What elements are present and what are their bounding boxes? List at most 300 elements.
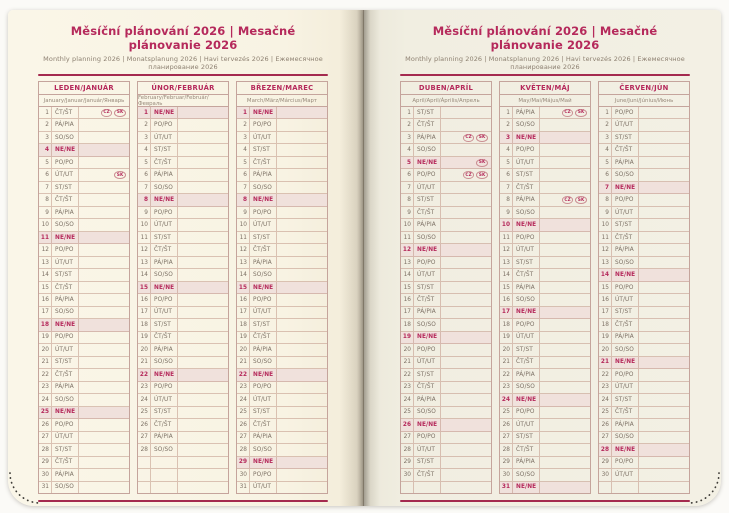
- day-abbr: ÚT/UT: [250, 219, 277, 230]
- day-row: [39, 369, 129, 381]
- day-row: [500, 107, 590, 119]
- day-number: 29: [237, 457, 250, 468]
- day-row: [500, 132, 590, 144]
- day-abbr: NE/NE: [414, 244, 441, 255]
- day-abbr: ST/ST: [612, 132, 639, 143]
- day-number: 12: [39, 244, 52, 255]
- holiday-badge-sk: SK: [575, 109, 587, 117]
- holiday-badge-cz: CZ: [101, 109, 113, 117]
- month-subtitle: January/Januar/Január/Январь: [39, 95, 129, 107]
- day-abbr: NE/NE: [513, 307, 540, 318]
- day-abbr: NE/NE: [250, 369, 277, 380]
- day-number: 30: [39, 469, 52, 480]
- day-number: 27: [599, 432, 612, 443]
- day-abbr: PO/PO: [52, 419, 79, 430]
- day-abbr: PÁ/PIA: [151, 257, 178, 268]
- holiday-badge-sk: SK: [476, 159, 488, 167]
- day-notes: [441, 132, 491, 143]
- day-number: 11: [237, 232, 250, 243]
- day-number: 25: [237, 407, 250, 418]
- day-abbr: PÁ/PIA: [250, 257, 277, 268]
- day-notes: [178, 219, 228, 230]
- header-rule: [400, 74, 690, 76]
- day-abbr: SO/SO: [513, 294, 540, 305]
- day-notes: [277, 119, 327, 130]
- day-number: 31: [237, 482, 250, 493]
- day-abbr: PÁ/PIA: [52, 469, 79, 480]
- day-abbr: ÚT/UT: [612, 119, 639, 130]
- day-abbr: PÁ/PIA: [52, 294, 79, 305]
- day-row: [401, 107, 491, 119]
- day-number: 3: [401, 132, 414, 143]
- day-notes: [540, 407, 590, 418]
- day-number: 15: [138, 282, 151, 293]
- day-number: 14: [500, 269, 513, 280]
- day-notes: [178, 357, 228, 368]
- day-abbr: PO/PO: [612, 282, 639, 293]
- day-abbr: ÚT/UT: [612, 294, 639, 305]
- day-number: 28: [138, 444, 151, 455]
- day-number: 17: [39, 307, 52, 318]
- day-row: [401, 444, 491, 456]
- day-abbr: ČT/ŠT: [513, 182, 540, 193]
- day-abbr: PO/PO: [250, 207, 277, 218]
- month-body: [401, 107, 491, 493]
- day-row: [599, 394, 689, 406]
- day-notes: [277, 157, 327, 168]
- day-abbr: SO/SO: [250, 182, 277, 193]
- day-row: [39, 244, 129, 256]
- day-row: [401, 344, 491, 356]
- day-row: [500, 169, 590, 181]
- day-number: 5: [500, 157, 513, 168]
- day-number: 5: [237, 157, 250, 168]
- day-abbr: ST/ST: [250, 407, 277, 418]
- day-notes: [441, 444, 491, 455]
- day-notes: [639, 319, 689, 330]
- day-abbr: SO/SO: [52, 482, 79, 493]
- day-notes: [441, 344, 491, 355]
- day-number: 29: [500, 457, 513, 468]
- day-row: [237, 207, 327, 219]
- day-abbr: ČT/ŠT: [414, 469, 441, 480]
- day-number: 24: [237, 394, 250, 405]
- day-notes: [79, 432, 129, 443]
- footer-rule-left: [38, 500, 328, 502]
- day-abbr: ÚT/UT: [250, 307, 277, 318]
- day-number: 19: [500, 332, 513, 343]
- day-abbr: ČT/ŠT: [52, 369, 79, 380]
- day-row: [237, 232, 327, 244]
- day-number: 15: [401, 282, 414, 293]
- day-row: [138, 307, 228, 319]
- month-table: [137, 81, 229, 494]
- day-number: 23: [138, 382, 151, 393]
- month-table: [400, 81, 492, 494]
- day-abbr: SO/SO: [52, 307, 79, 318]
- day-row: [39, 482, 129, 493]
- day-number: 5: [599, 157, 612, 168]
- day-notes: [540, 194, 590, 205]
- day-number: 2: [39, 119, 52, 130]
- day-row: [138, 169, 228, 181]
- day-row: [237, 182, 327, 194]
- day-number: 20: [500, 344, 513, 355]
- day-number: 10: [138, 219, 151, 230]
- day-notes: [79, 219, 129, 230]
- day-row: [401, 419, 491, 431]
- day-notes: [540, 444, 590, 455]
- day-notes: [79, 294, 129, 305]
- day-number: 1: [401, 107, 414, 118]
- day-number: 4: [401, 144, 414, 155]
- day-number: 1: [599, 107, 612, 118]
- day-notes: [79, 157, 129, 168]
- day-notes: [79, 444, 129, 455]
- day-notes: [441, 107, 491, 118]
- day-number: 14: [138, 269, 151, 280]
- day-abbr: PÁ/PIA: [151, 432, 178, 443]
- day-row: [39, 357, 129, 369]
- holiday-badge-cz: CZ: [463, 171, 475, 179]
- day-abbr: ST/ST: [612, 394, 639, 405]
- day-abbr: ÚT/UT: [250, 132, 277, 143]
- day-number: 22: [237, 369, 250, 380]
- day-notes: [277, 419, 327, 430]
- day-notes: [540, 344, 590, 355]
- day-row: [401, 219, 491, 231]
- day-number: 16: [39, 294, 52, 305]
- day-row: [500, 457, 590, 469]
- day-abbr: PÁ/PIA: [250, 344, 277, 355]
- day-notes: [79, 282, 129, 293]
- day-number: 17: [138, 307, 151, 318]
- day-number: 8: [39, 194, 52, 205]
- day-abbr: PÁ/PIA: [513, 369, 540, 380]
- holiday-badge-sk: SK: [476, 171, 488, 179]
- day-row: [138, 419, 228, 431]
- day-number: 7: [39, 182, 52, 193]
- day-row: [401, 432, 491, 444]
- day-row: [138, 357, 228, 369]
- day-abbr: ÚT/UT: [52, 344, 79, 355]
- day-abbr: ČT/ŠT: [151, 332, 178, 343]
- day-abbr: ÚT/UT: [612, 382, 639, 393]
- day-number: 21: [599, 357, 612, 368]
- page-left-content: [38, 10, 328, 506]
- day-number: 29: [599, 457, 612, 468]
- day-notes: [277, 394, 327, 405]
- day-abbr: PO/PO: [52, 244, 79, 255]
- day-row: [138, 382, 228, 394]
- day-abbr: ST/ST: [513, 344, 540, 355]
- day-abbr: NE/NE: [250, 107, 277, 118]
- day-notes: [441, 294, 491, 305]
- day-abbr: ÚT/UT: [513, 244, 540, 255]
- day-notes: [277, 257, 327, 268]
- day-notes: [540, 282, 590, 293]
- day-abbr: ÚT/UT: [250, 394, 277, 405]
- day-number: 3: [39, 132, 52, 143]
- day-abbr: SO/SO: [414, 144, 441, 155]
- day-notes: [441, 382, 491, 393]
- day-number: 15: [237, 282, 250, 293]
- day-number: 22: [599, 369, 612, 380]
- day-row: [599, 257, 689, 269]
- day-notes: [178, 369, 228, 380]
- day-row: [401, 269, 491, 281]
- day-number: 26: [39, 419, 52, 430]
- day-number: 11: [599, 232, 612, 243]
- day-number: 14: [237, 269, 250, 280]
- day-row: [401, 369, 491, 381]
- day-abbr: NE/NE: [513, 482, 540, 493]
- day-abbr: SO/SO: [414, 319, 441, 330]
- day-notes: [79, 394, 129, 405]
- day-notes: [540, 132, 590, 143]
- month-table: [236, 81, 328, 494]
- day-row: [39, 219, 129, 231]
- day-notes: [540, 469, 590, 480]
- day-row: [401, 232, 491, 244]
- day-number: 27: [500, 432, 513, 443]
- day-row: [39, 469, 129, 481]
- day-row: [599, 132, 689, 144]
- day-abbr: PO/PO: [414, 432, 441, 443]
- day-number: 27: [237, 432, 250, 443]
- day-abbr: PÁ/PIA: [414, 132, 441, 143]
- day-row: [138, 119, 228, 131]
- day-abbr: PÁ/PIA: [513, 107, 540, 118]
- holiday-badge-sk: SK: [476, 134, 488, 142]
- day-row: [599, 207, 689, 219]
- day-notes: [639, 257, 689, 268]
- day-abbr: ST/ST: [414, 194, 441, 205]
- day-notes: [277, 482, 327, 493]
- day-abbr: SO/SO: [52, 219, 79, 230]
- day-abbr: ÚT/UT: [151, 307, 178, 318]
- day-row: [401, 457, 491, 469]
- day-notes: [79, 132, 129, 143]
- day-notes: [79, 382, 129, 393]
- day-number: 16: [138, 294, 151, 305]
- day-abbr: SO/SO: [250, 269, 277, 280]
- day-abbr: [151, 457, 178, 468]
- day-abbr: NE/NE: [612, 357, 639, 368]
- day-number: 13: [599, 257, 612, 268]
- day-row: [401, 132, 491, 144]
- day-row: [599, 194, 689, 206]
- day-notes: [277, 194, 327, 205]
- day-row: [599, 344, 689, 356]
- day-row: [237, 344, 327, 356]
- day-notes: [178, 182, 228, 193]
- day-row: [599, 294, 689, 306]
- day-row: [500, 244, 590, 256]
- day-row: [599, 232, 689, 244]
- day-notes: [540, 107, 590, 118]
- day-row: [500, 382, 590, 394]
- holiday-badge-sk: SK: [575, 196, 587, 204]
- day-notes: [639, 182, 689, 193]
- day-abbr: ÚT/UT: [151, 219, 178, 230]
- day-number: 12: [401, 244, 414, 255]
- day-notes: [441, 369, 491, 380]
- day-number: 13: [39, 257, 52, 268]
- day-notes: [639, 407, 689, 418]
- day-abbr: NE/NE: [250, 457, 277, 468]
- day-row: [237, 169, 327, 181]
- day-notes: [540, 144, 590, 155]
- day-notes: [277, 457, 327, 468]
- day-number: 28: [237, 444, 250, 455]
- day-abbr: ÚT/UT: [612, 469, 639, 480]
- day-row: [500, 319, 590, 331]
- day-number: 11: [39, 232, 52, 243]
- day-row: [500, 157, 590, 169]
- day-notes: [441, 157, 491, 168]
- day-row: [500, 194, 590, 206]
- day-row: [500, 182, 590, 194]
- holiday-badge-cz: CZ: [562, 196, 574, 204]
- day-abbr: ÚT/UT: [414, 444, 441, 455]
- day-row: [599, 319, 689, 331]
- day-number: 6: [138, 169, 151, 180]
- day-abbr: SO/SO: [513, 469, 540, 480]
- day-notes: [277, 169, 327, 180]
- day-notes: [277, 244, 327, 255]
- day-notes: [441, 357, 491, 368]
- day-number: 4: [599, 144, 612, 155]
- day-row: [39, 257, 129, 269]
- day-notes: [540, 269, 590, 280]
- day-number: 20: [401, 344, 414, 355]
- day-row: [138, 194, 228, 206]
- day-notes: [639, 419, 689, 430]
- day-row: [237, 332, 327, 344]
- day-abbr: ČT/ŠT: [513, 269, 540, 280]
- day-notes: [441, 307, 491, 318]
- day-row: [138, 469, 228, 481]
- day-row: [401, 157, 491, 169]
- day-number: 21: [401, 357, 414, 368]
- day-number: 18: [500, 319, 513, 330]
- day-abbr: ÚT/UT: [151, 132, 178, 143]
- day-notes: [79, 169, 129, 180]
- day-notes: [277, 207, 327, 218]
- day-row: [237, 432, 327, 444]
- day-number: 24: [599, 394, 612, 405]
- day-row: [237, 407, 327, 419]
- day-number: 9: [599, 207, 612, 218]
- day-number: 23: [401, 382, 414, 393]
- day-number: 17: [599, 307, 612, 318]
- day-abbr: ÚT/UT: [414, 357, 441, 368]
- day-abbr: NE/NE: [52, 144, 79, 155]
- day-number: 25: [401, 407, 414, 418]
- day-number: 14: [599, 269, 612, 280]
- day-abbr: ÚT/UT: [151, 394, 178, 405]
- day-number: 1: [500, 107, 513, 118]
- page-title: Měsíční plánování 2026 | Mesačné plánovanie 2026: [70, 24, 296, 52]
- day-abbr: PÁ/PIA: [612, 332, 639, 343]
- day-abbr: PO/PO: [250, 294, 277, 305]
- day-row: [401, 282, 491, 294]
- day-row: [138, 294, 228, 306]
- day-abbr: SO/SO: [513, 207, 540, 218]
- day-number: 6: [401, 169, 414, 180]
- day-row: [138, 207, 228, 219]
- page-right-content: [400, 10, 690, 506]
- day-row: [500, 257, 590, 269]
- day-notes: [178, 169, 228, 180]
- day-number: 16: [500, 294, 513, 305]
- day-row: [39, 344, 129, 356]
- day-row: [599, 357, 689, 369]
- day-row: [401, 194, 491, 206]
- day-notes: [178, 269, 228, 280]
- day-number: 10: [401, 219, 414, 230]
- day-row: [599, 244, 689, 256]
- day-notes: [79, 244, 129, 255]
- day-notes: [540, 382, 590, 393]
- day-number: 23: [599, 382, 612, 393]
- day-notes: [178, 344, 228, 355]
- day-number: 27: [401, 432, 414, 443]
- day-notes: [277, 219, 327, 230]
- day-notes: [178, 119, 228, 130]
- day-row: [500, 269, 590, 281]
- day-notes: [277, 332, 327, 343]
- day-notes: [178, 194, 228, 205]
- day-row: [138, 282, 228, 294]
- day-row: [237, 307, 327, 319]
- day-notes: [639, 369, 689, 380]
- day-notes: [540, 257, 590, 268]
- day-number: 22: [39, 369, 52, 380]
- day-number: 11: [401, 232, 414, 243]
- day-abbr: NE/NE: [250, 282, 277, 293]
- day-notes: [277, 269, 327, 280]
- day-abbr: NE/NE: [414, 332, 441, 343]
- month-body: [599, 107, 689, 493]
- day-number: 9: [237, 207, 250, 218]
- day-number: [599, 482, 612, 493]
- day-notes: [540, 169, 590, 180]
- day-number: 14: [401, 269, 414, 280]
- day-row: [599, 144, 689, 156]
- day-number: 18: [237, 319, 250, 330]
- day-number: 25: [138, 407, 151, 418]
- day-abbr: ST/ST: [250, 144, 277, 155]
- day-abbr: ČT/ŠT: [414, 294, 441, 305]
- day-abbr: SO/SO: [612, 432, 639, 443]
- day-row: [138, 244, 228, 256]
- day-notes: [441, 269, 491, 280]
- day-number: 13: [138, 257, 151, 268]
- day-row: [401, 319, 491, 331]
- day-number: 19: [138, 332, 151, 343]
- day-row: [138, 444, 228, 456]
- day-number: 21: [500, 357, 513, 368]
- day-abbr: [414, 482, 441, 493]
- day-row: [237, 269, 327, 281]
- day-notes: [540, 319, 590, 330]
- day-notes: [639, 244, 689, 255]
- day-row: [500, 407, 590, 419]
- day-notes: [639, 432, 689, 443]
- day-abbr: ST/ST: [414, 282, 441, 293]
